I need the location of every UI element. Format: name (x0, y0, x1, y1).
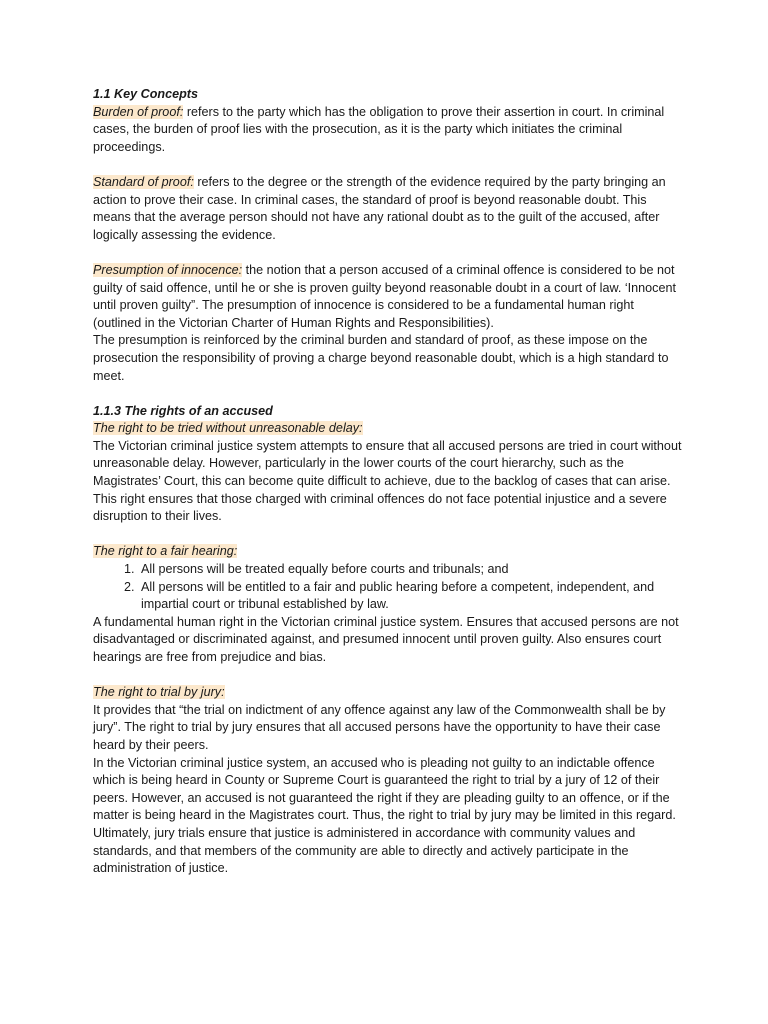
list-item: 2. All persons will be entitled to a fair and public hearing before a competent, independent, and impartial court or tribunal established by law. (138, 579, 683, 614)
paragraph-standard-of-proof (93, 174, 683, 244)
list-item: 1. All persons will be treated equally before courts and tribunals; and (138, 561, 683, 579)
paragraph-right-delay-term (93, 420, 683, 438)
paragraph-jury-term (93, 684, 683, 702)
section-heading-key-concepts: 1.1 Key Concepts (93, 87, 198, 101)
paragraph-jury-3: Ultimately, jury trials ensure that justice is administered in accordance with community values and standards, and that members of the community are able to directly and actively participate in the administration of justice. (93, 825, 636, 876)
definition-burden-of-proof: refers to the party which has the obligation to prove their assertion in court. In criminal cases, the burden of proof lies with the prosecution, as it is the party which initiates the criminal proceedings. (93, 104, 665, 154)
paragraph-presumption-followup: The presumption is reinforced by the criminal burden and standard of proof, as these impose on the prosecution the responsibility of proving a charge beyond reasonable doubt, which is a high standard to meet. (93, 333, 669, 383)
term-presumption-of-innocence: Presumption of innocence: (93, 262, 243, 277)
definition-standard-of-proof: refers to the degree or the strength of the evidence required by the party bringing an action to prove their case. In criminal cases, the standard of proof is beyond reasonable doubt. This means that the average person should not have any rational doubt as to the guilt of the accused, after logically assessing the evidence. (93, 174, 666, 242)
definition-presumption-of-innocence: the notion that a person accused of a criminal offence is considered to be not guilty of said offence, until he or she is proven guilty beyond reasonable doubt in a court of law. ‘Innocent until proven guilty”. The presumption of innocence is considered to be a fundamental human right (outlined in the Victorian Charter of Human Rights and Responsibilities). (93, 262, 676, 330)
spacer (93, 526, 683, 544)
section-heading-rights-of-accused: 1.1.3 The rights of an accused (93, 403, 273, 418)
paragraph-jury-1: It provides that “the trial on indictment of any offence against any law of the Commonwealth shall be by jury”. The right to trial by jury ensures that all accused persons have the opportunity to have their case heard by their peers. (93, 702, 666, 752)
document-page (93, 86, 683, 878)
paragraph-presumption-of-innocence (93, 262, 683, 332)
term-burden-of-proof: Burden of proof: (93, 104, 184, 119)
paragraph-jury-2: In the Victorian criminal justice system, an accused who is pleading not guilty to an indictable offence which is being heard in County or Supreme Court is guaranteed the right to trial by a jury of 12 of their peers. However, an accused is not guaranteed the right if they are pleading guilty to an offence, or if the matter is being heard in the Magistrates court. Thus, the right to trial by jury may be limited in this regard. (93, 755, 676, 823)
term-trial-by-jury: The right to trial by jury: (93, 685, 225, 700)
spacer (93, 667, 683, 685)
term-right-without-delay: The right to be tried without unreasonable delay: (93, 421, 363, 436)
term-standard-of-proof: Standard of proof: (93, 174, 194, 189)
paragraph-fair-hearing: A fundamental human right in the Victorian criminal justice system. Ensures that accused persons are not disadvantaged or discriminated against, and presumed innocent until proven guilty. Also ensures court hearings are free from prejudice and bias. (93, 614, 679, 664)
paragraph-fair-hearing-term (93, 543, 683, 561)
spacer (93, 385, 683, 403)
spacer (93, 156, 683, 174)
term-fair-hearing: The right to a fair hearing: (93, 544, 238, 559)
spacer (93, 244, 683, 262)
paragraph-burden-of-proof (93, 104, 683, 157)
paragraph-right-without-delay: The Victorian criminal justice system attempts to ensure that all accused persons are tried in court without unreasonable delay. However, particularly in the lower courts of the court hierarchy, such as the Magistrates’ Court, this can become quite difficult to achieve, due to the backlog of cases that can arise. This right ensures that those charged with criminal offences do not face potential injustice and a severe disruption to their lives. (93, 438, 682, 524)
fair-hearing-list (93, 561, 683, 614)
